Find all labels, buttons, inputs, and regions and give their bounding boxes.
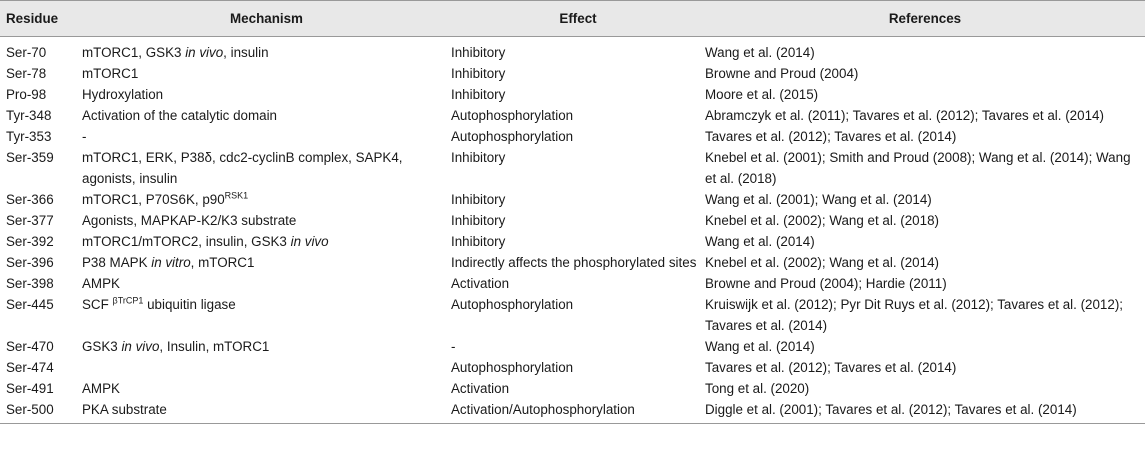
residue-cell: Ser-78 [6, 66, 47, 81]
effect-cell: Activation [451, 381, 510, 396]
residue-cell: Ser-392 [6, 234, 54, 249]
references-cell: Diggle et al. (2001); Tavares et al. (2012); Tavares et al. (2014) [705, 399, 1145, 424]
table-header-row [0, 1, 1145, 37]
table-row [0, 294, 1145, 336]
table-row [0, 63, 1145, 84]
table-row [0, 147, 1145, 189]
mechanism-superscript: RSK1 [224, 190, 249, 201]
effect-cell: Activation [451, 276, 510, 291]
references-cell: Wang et al. (2014) [705, 339, 815, 354]
mechanism-cell [82, 147, 451, 189]
mechanism-text: mTORC1, P70S6K, p90 [82, 192, 225, 207]
residue-cell: Pro-98 [6, 87, 47, 102]
residue-cell: Tyr-348 [6, 108, 52, 123]
mechanism-cell [82, 252, 451, 273]
residue-cell: Ser-366 [6, 192, 54, 207]
mechanism-italic-text: in vivo [185, 45, 224, 60]
mechanism-cell [82, 273, 451, 294]
mechanism-text: Activation of the catalytic domain [82, 108, 278, 123]
references-cell: Browne and Proud (2004); Hardie (2011) [705, 276, 947, 291]
effect-cell: Activation/Autophosphorylation [451, 399, 705, 424]
references-cell: Moore et al. (2015) [705, 87, 819, 102]
effect-cell: Indirectly affects the phosphorylated sites [451, 255, 697, 270]
references-cell: Abramczyk et al. (2011); Tavares et al. (2012); Tavares et al. (2014) [705, 108, 1104, 123]
mechanism-cell [82, 126, 451, 147]
references-cell: Knebel et al. (2002); Wang et al. (2018) [705, 213, 939, 228]
effect-cell: Autophosphorylation [451, 297, 574, 312]
mechanism-italic-text: in vitro [151, 255, 191, 270]
references-cell: Tavares et al. (2012); Tavares et al. (2014) [705, 129, 957, 144]
mechanism-text: mTORC1, ERK, P38δ, cdc2-cyclinB complex, SAPK4, agonists, insulin [82, 150, 403, 186]
table-row [0, 399, 1145, 424]
mechanism-cell [82, 336, 451, 357]
mechanism-text: AMPK [82, 381, 120, 396]
mechanism-cell [82, 189, 451, 210]
mechanism-text: SCF [82, 297, 113, 312]
effect-cell: Autophosphorylation [451, 108, 574, 123]
mechanism-text: , Insulin, mTORC1 [159, 339, 270, 354]
mechanism-cell [82, 294, 451, 336]
effect-cell: Inhibitory [451, 192, 506, 207]
mechanism-cell [82, 399, 451, 424]
effect-cell: Inhibitory [451, 45, 506, 60]
residue-cell: Ser-445 [6, 297, 54, 312]
residue-cell: Ser-500 [0, 399, 82, 424]
mechanism-text: P38 MAPK [82, 255, 152, 270]
references-cell: Browne and Proud (2004) [705, 66, 859, 81]
residue-cell: Ser-70 [6, 45, 47, 60]
effect-cell: Autophosphorylation [451, 129, 574, 144]
table-row [0, 252, 1145, 273]
table-row [0, 231, 1145, 252]
mechanism-cell [82, 105, 451, 126]
table-row [0, 378, 1145, 399]
references-cell: Tong et al. (2020) [705, 381, 810, 396]
mechanism-cell [82, 84, 451, 105]
mechanism-italic-text: in vivo [290, 234, 329, 249]
table-row [0, 126, 1145, 147]
residue-cell: Ser-491 [6, 381, 54, 396]
residue-cell: Ser-398 [6, 276, 54, 291]
residue-cell: Ser-474 [6, 360, 54, 375]
header-effect: Effect [451, 1, 705, 37]
mechanism-cell [82, 231, 451, 252]
effect-cell: Inhibitory [451, 234, 506, 249]
mechanism-text: Hydroxylation [82, 87, 164, 102]
mechanism-text: , mTORC1 [190, 255, 255, 270]
effect-cell: Inhibitory [451, 87, 506, 102]
mechanism-italic-text: in vivo [121, 339, 160, 354]
mechanism-text: Agonists, MAPKAP-K2/K3 substrate [82, 213, 297, 228]
table-row [0, 84, 1145, 105]
residue-cell: Ser-359 [6, 150, 54, 165]
table-row [0, 336, 1145, 357]
mechanism-text: AMPK [82, 276, 120, 291]
references-cell: Knebel et al. (2002); Wang et al. (2014) [705, 255, 939, 270]
residue-cell: Ser-377 [6, 213, 54, 228]
effect-cell: Inhibitory [451, 150, 506, 165]
header-residue: Residue [0, 1, 82, 37]
references-cell: Kruiswijk et al. (2012); Pyr Dit Ruys et al. (2012); Tavares et al. (2012); Tavares et al. (2014) [705, 297, 1124, 333]
references-cell: Wang et al. (2014) [705, 45, 815, 60]
mechanism-text: PKA substrate [82, 402, 167, 417]
mechanism-superscript: βTrCP1 [112, 295, 144, 306]
mechanism-text: mTORC1/mTORC2, insulin, GSK3 [82, 234, 291, 249]
mechanism-text: GSK3 [82, 339, 122, 354]
effect-cell: - [451, 339, 456, 354]
table-row [0, 357, 1145, 378]
references-cell: Wang et al. (2014) [705, 234, 815, 249]
references-cell: Tavares et al. (2012); Tavares et al. (2014) [705, 360, 957, 375]
effect-cell: Inhibitory [451, 66, 506, 81]
references-cell: Wang et al. (2001); Wang et al. (2014) [705, 192, 932, 207]
effect-cell: Inhibitory [451, 213, 506, 228]
header-references: References [705, 1, 1145, 37]
mechanism-text: - [82, 129, 87, 144]
references-cell: Knebel et al. (2001); Smith and Proud (2008); Wang et al. (2014); Wang et al. (2018) [705, 150, 1131, 186]
table-row [0, 105, 1145, 126]
residue-cell: Ser-396 [6, 255, 54, 270]
effect-cell: Autophosphorylation [451, 360, 574, 375]
mechanism-text: , insulin [223, 45, 269, 60]
table-row [0, 273, 1145, 294]
table-body [0, 37, 1145, 424]
mechanism-cell [82, 357, 451, 378]
table-row [0, 210, 1145, 231]
table-row [0, 189, 1145, 210]
header-mechanism: Mechanism [82, 1, 451, 37]
mechanism-cell [82, 63, 451, 84]
mechanism-text: mTORC1, GSK3 [82, 45, 186, 60]
table-row [0, 37, 1145, 64]
residue-cell: Tyr-353 [6, 129, 52, 144]
residue-cell: Ser-470 [6, 339, 54, 354]
mechanism-text: ubiquitin ligase [143, 297, 236, 312]
mechanism-text: mTORC1 [82, 66, 139, 81]
mechanism-cell [82, 210, 451, 231]
mechanism-cell [82, 378, 451, 399]
mechanism-cell [82, 37, 451, 64]
